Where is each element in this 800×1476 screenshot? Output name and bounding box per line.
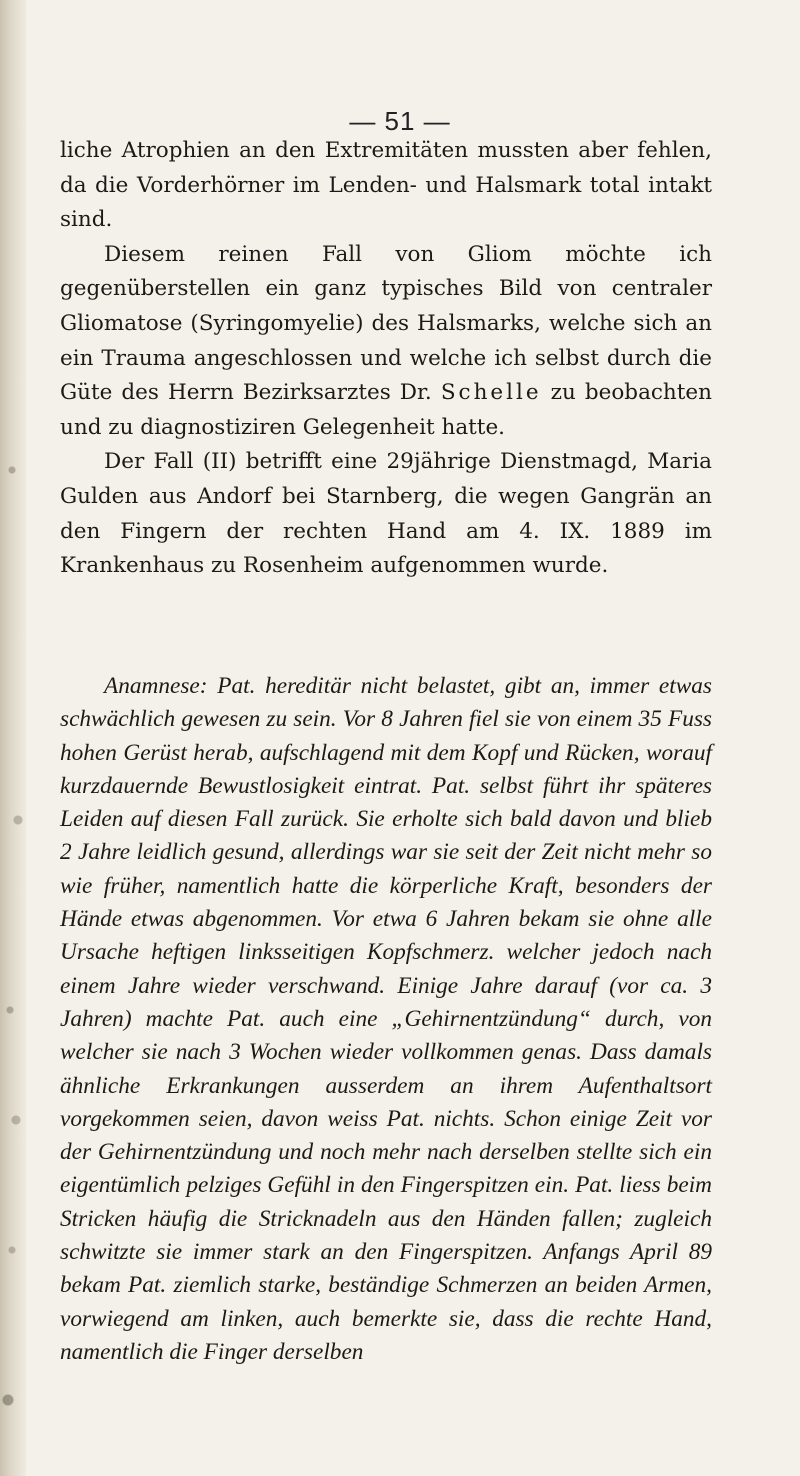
paragraph-3: Der Fall (II) betrifft eine 29jährige Dienstmagd, Maria Gulden aus Andorf bei Starnberg, die wegen Gangrän an den Fingern der rechten Hand am 4. IX. 1889 im Krankenhaus zu Rosenheim aufgenommen wurde. xyxy=(60,449,712,579)
body-text-roman xyxy=(60,134,712,584)
paragraph-2 xyxy=(60,238,712,446)
page-number: — 51 — xyxy=(349,106,451,136)
paragraph-1: liche Atrophien an den Extremitäten mussten aber fehlen, da die Vorderhörner im Lenden- und Halsmark total intakt sind. xyxy=(60,138,712,233)
physician-name: Schelle xyxy=(440,380,542,406)
paragraph-2-end: zu beobachten und zu diagnostiziren Gelegenheit hatte. xyxy=(60,380,712,440)
paragraph-2-start: Diesem reinen Fall von Gliom möchte ich gegenüberstellen ein ganz typisches Bild von centraler Gliomatose (Syringomyelie) des Halsmarks, welche sich an ein Trauma angeschlossen und welche ich selbst durch die Güte des Herrn Bezirksarztes Dr. xyxy=(60,241,712,406)
anamnese-label: Anamnese: xyxy=(104,673,208,699)
anamnese-paragraph xyxy=(60,670,712,1369)
page-edge-stains xyxy=(0,0,40,1476)
anamnese-text: Pat. hereditär nicht belastet, gibt an, immer etwas schwächlich gewesen zu sein. Vor 8 Jahren fiel sie von einem 35 Fuss hohen Gerüst herab, aufschlagend mit dem Kopf und Rücken, worauf kurzdauernde Bewustlosigkeit eintrat. Pat. selbst führt ihr späteres Leiden auf diesen Fall zurück. Sie erholte sich bald davon und blieb 2 Jahre leidlich gesund, allerdings war sie seit der Zeit nicht mehr so wie früher, namentlich hatte die körperliche Kraft, besonders der Hände etwas abgenommen. Vor etwa 6 Jahren bekam sie ohne alle Ursache heftigen linksseitigen Kopfschmerz. welcher jedoch nach einem Jahre wieder verschwand. Einige Jahre darauf (vor ca. 3 Jahren) machte Pat. auch eine „Gehirnentzündung“ durch, von welcher sie nach 3 Wochen wieder vollkommen genas. Dass damals ähnliche Erkrankungen ausserdem an ihrem Aufenthaltsort vorgekommen seien, davon weiss Pat. nichts. Schon einige Zeit vor der Gehirnentzündung und noch mehr nach derselben stellte sich ein eigentümlich pelziges Gefühl in den Fingerspitzen ein. Pat. liess beim Stricken häufig die Stricknadeln aus den Händen fallen; zugleich schwitzte sie immer stark an den Fingerspitzen. Anfangs April 89 bekam Pat. ziemlich starke, beständige Schmerzen an beiden Armen, vorwiegend am linken, auch bemerkte sie, dass die rechte Hand, namentlich die Finger derselben xyxy=(60,673,712,1365)
